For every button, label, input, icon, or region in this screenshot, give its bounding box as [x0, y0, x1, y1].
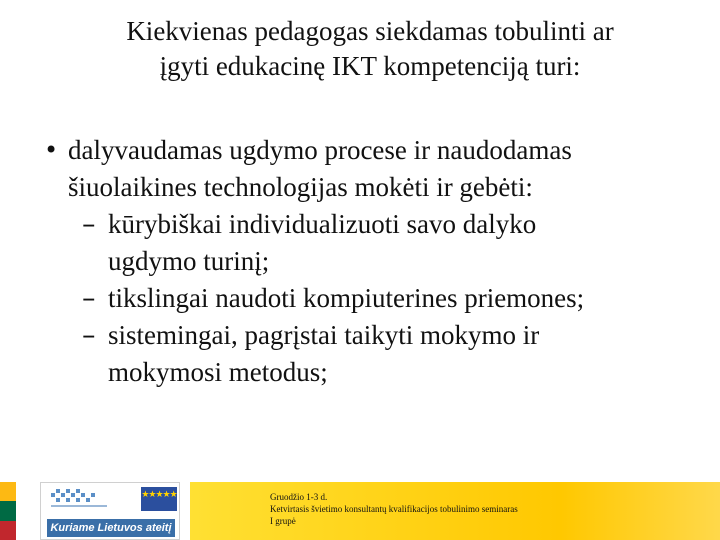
footer-group: I grupė [270, 516, 296, 526]
footer-seminar: Ketvirtasis švietimo konsultantų kvalifikacijos tobulinimo seminaras [270, 504, 518, 514]
eu-stars: ★★★★★ [141, 490, 177, 500]
sub-item-2-line-1: tikslingai naudoti kompiuterines priemones; [108, 283, 585, 313]
sub-item-3-line-1: sistemingai, pagrįstai taikyti mokymo ir [108, 320, 540, 350]
flag-stripe-yellow [0, 482, 16, 501]
sub-item-1 [30, 206, 710, 280]
footer-text [270, 491, 518, 527]
bullet-item [30, 132, 710, 206]
bullet-marker: • [44, 136, 59, 164]
dash-marker: – [82, 209, 96, 240]
dash-marker: – [82, 320, 96, 351]
esf-logo-icon [49, 487, 109, 511]
sub-item-3 [30, 317, 710, 391]
slogan-banner: Kuriame Lietuvos ateitį [47, 519, 175, 537]
lithuania-flag-icon [0, 482, 16, 540]
sub-item-1-line-2: ugdymo turinį; [108, 246, 270, 276]
bullet-line-2: šiuolaikines technologijas mokėti ir gebėti: [68, 172, 533, 202]
flag-stripe-red [0, 521, 16, 540]
title-line-1: Kiekvienas pedagogas siekdamas tobulinti ar [126, 16, 614, 46]
eu-flag-icon [141, 487, 177, 511]
flag-stripe-green [0, 501, 16, 520]
sub-item-2 [30, 280, 710, 317]
slide-title [40, 14, 700, 84]
footer-date: Gruodžio 1-3 d. [270, 492, 328, 502]
footer-info-panel [190, 482, 720, 540]
sub-item-1-line-1: kūrybiškai individualizuoti savo dalyko [108, 209, 537, 239]
slide-footer [0, 482, 720, 540]
bullet-line-1: dalyvaudamas ugdymo procese ir naudodamas [68, 135, 572, 165]
dash-marker: – [82, 283, 96, 314]
title-line-2: įgyti edukacinę IKT kompetenciją turi: [159, 51, 581, 81]
sponsor-logos [40, 482, 180, 540]
slide-body [30, 132, 710, 391]
sub-item-3-line-2: mokymosi metodus; [108, 357, 328, 387]
